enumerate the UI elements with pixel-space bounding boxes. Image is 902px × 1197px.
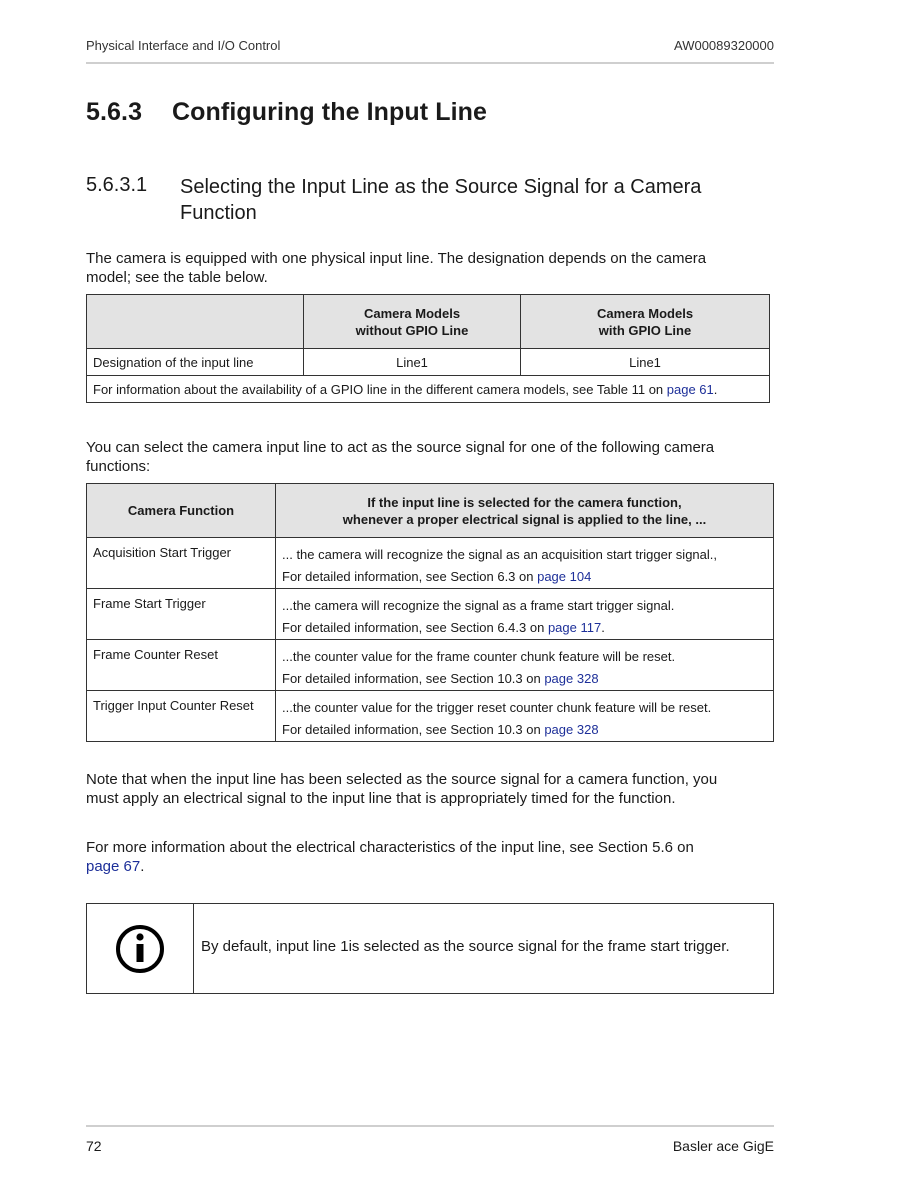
function-name: Acquisition Start Trigger [87, 538, 276, 589]
timing-note-line2: must apply an electrical signal to the input line that is appropriately timed for the function. [86, 790, 676, 807]
effect-text: ...the counter value for the frame counter chunk feature will be reset. [282, 649, 676, 664]
page-328-link[interactable]: page 328 [544, 722, 599, 737]
table2-header-effect [276, 484, 774, 538]
timing-note-paragraph [86, 770, 776, 808]
table-row [87, 376, 770, 403]
info-note-box [86, 903, 774, 994]
function-effect [276, 691, 774, 742]
effect-text: ...the camera will recognize the signal as a frame start trigger signal. [282, 598, 675, 613]
more-info-end: . [140, 858, 145, 875]
detail-text [282, 617, 767, 639]
table1-footnote-end: . [713, 381, 718, 397]
table1-col2-line2: without GPIO Line [355, 322, 469, 338]
intro-line1: The camera is equipped with one physical input line. The designation depends on the camera [86, 250, 707, 267]
table1-header-row [87, 295, 770, 349]
table2-header-line2: whenever a proper electrical signal is applied to the line, ... [342, 511, 707, 527]
info-icon-cell [87, 904, 194, 993]
table1-col2-line1: Camera Models [363, 305, 461, 321]
table1-col3-line2: with GPIO Line [598, 322, 692, 338]
section-heading [86, 98, 487, 127]
table1-row-label: Designation of the input line [87, 349, 304, 376]
select-paragraph [86, 438, 776, 476]
table2-header-line1: If the input line is selected for the camera function, [367, 494, 682, 510]
subsection-title-line2: Function [180, 202, 257, 224]
subsection-title [180, 174, 780, 226]
table1-value-without-gpio: Line1 [304, 349, 521, 376]
table2-header-row [87, 484, 774, 538]
subsection-title-line1: Selecting the Input Line as the Source Signal for a Camera [180, 176, 702, 198]
function-effect [276, 640, 774, 691]
table1-header-empty [87, 295, 304, 349]
detail-text [282, 566, 767, 588]
running-header-left: Physical Interface and I/O Control [86, 38, 281, 53]
table1-header-without-gpio [304, 295, 521, 349]
page-67-link[interactable]: page 67 [86, 858, 141, 875]
select-line1: You can select the camera input line to act as the source signal for one of the following camera [86, 439, 715, 456]
effect-text: ... the camera will recognize the signal as an acquisition start trigger signal., [282, 547, 717, 562]
function-effect [276, 589, 774, 640]
detail-end: . [601, 620, 605, 635]
header-rule [86, 62, 774, 64]
detail-prefix: For detailed information, see Section 10.3 on [282, 671, 545, 686]
section-title: Configuring the Input Line [172, 98, 488, 126]
function-name: Trigger Input Counter Reset [87, 691, 276, 742]
page-61-link[interactable]: page 61 [666, 381, 714, 397]
table1-footnote [87, 376, 770, 403]
table1-col3-line1: Camera Models [596, 305, 694, 321]
page-104-link[interactable]: page 104 [537, 569, 592, 584]
effect-text: ...the counter value for the trigger reset counter chunk feature will be reset. [282, 700, 712, 715]
table-row [87, 589, 774, 640]
detail-text [282, 668, 767, 690]
table1-footnote-text: For information about the availability of a GPIO line in the different camera models, see Table 11 on [93, 381, 667, 397]
detail-prefix: For detailed information, see Section 10.3 on [282, 722, 545, 737]
table-row [87, 640, 774, 691]
intro-paragraph [86, 249, 776, 287]
intro-line2: model; see the table below. [86, 269, 268, 286]
input-line-designation-table [86, 294, 770, 403]
info-icon [87, 904, 193, 993]
function-name: Frame Counter Reset [87, 640, 276, 691]
more-info-line2 [86, 857, 776, 876]
page-number: 72 [86, 1138, 102, 1154]
table-row [87, 691, 774, 742]
detail-prefix: For detailed information, see Section 6.4.3 on [282, 620, 548, 635]
timing-note-line1: Note that when the input line has been selected as the source signal for a camera function, you [86, 771, 718, 788]
table-row [87, 349, 770, 376]
page-117-link[interactable]: page 117 [547, 620, 602, 635]
page-328-link[interactable]: page 328 [544, 671, 599, 686]
function-name: Frame Start Trigger [87, 589, 276, 640]
more-info-paragraph [86, 838, 776, 876]
detail-prefix: For detailed information, see Section 6.3 on [282, 569, 538, 584]
more-info-line1: For more information about the electrical characteristics of the input line, see Section 5.6 on [86, 839, 694, 856]
table1-value-with-gpio: Line1 [521, 349, 770, 376]
function-effect [276, 538, 774, 589]
select-line2: functions: [86, 458, 151, 475]
section-number: 5.6.3 [86, 98, 143, 126]
footer-rule [86, 1125, 774, 1127]
footer-product: Basler ace GigE [672, 1138, 774, 1154]
camera-function-table [86, 483, 774, 742]
table2-header-function: Camera Function [87, 484, 276, 538]
running-header-right: AW00089320000 [674, 38, 774, 53]
table-row [87, 538, 774, 589]
subsection-number: 5.6.3.1 [86, 174, 148, 196]
detail-text [282, 719, 767, 741]
info-note-text: By default, input line 1is selected as the source signal for the frame start trigger. [201, 938, 730, 955]
table1-header-with-gpio [521, 295, 770, 349]
